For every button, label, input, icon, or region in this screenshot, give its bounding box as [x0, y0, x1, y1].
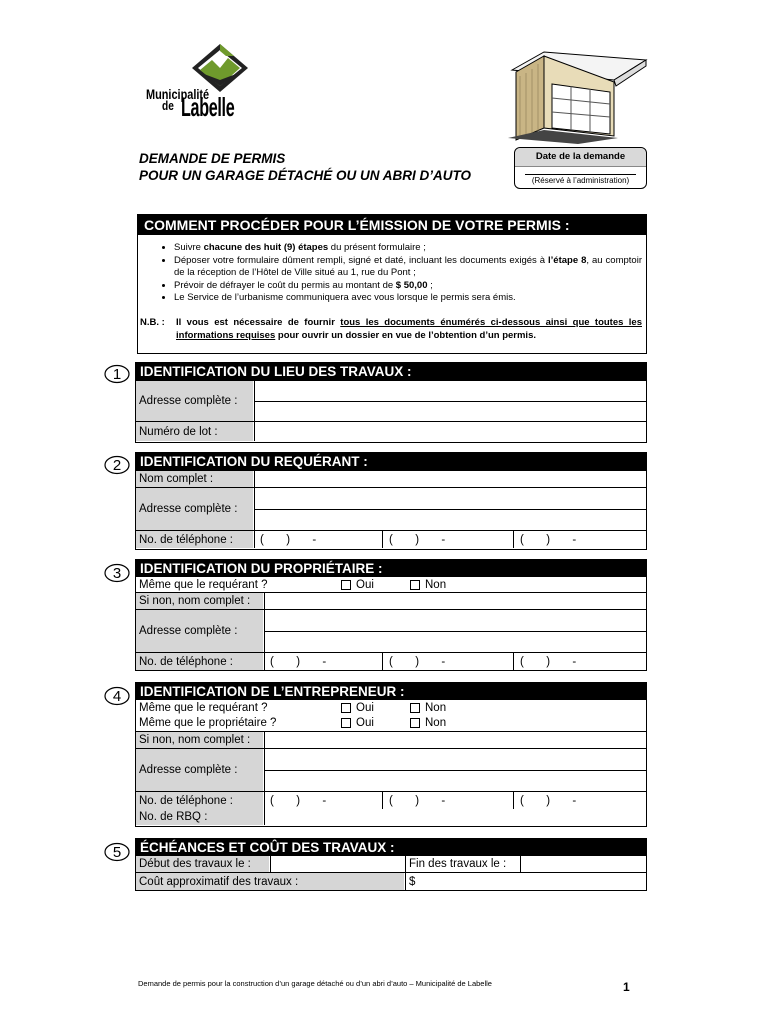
work-address-row [136, 380, 646, 421]
cost-currency: $ [409, 875, 416, 888]
svg-text:3: 3 [112, 565, 122, 582]
contractor-same-owner-no[interactable]: Non [410, 715, 446, 731]
garage-illustration [508, 46, 650, 144]
contractor-address-field-1[interactable] [265, 749, 646, 770]
svg-text:4: 4 [112, 688, 122, 705]
owner-address-field-2[interactable] [265, 632, 646, 652]
owner-phone-field-3[interactable]: ( ) - [520, 655, 577, 668]
checkbox-icon[interactable] [341, 718, 351, 728]
owner-phone-field-1[interactable]: ( ) - [270, 655, 327, 668]
applicant-address-row [136, 487, 646, 530]
rbq-label: No. de RBQ : [136, 809, 263, 825]
contractor-name-field[interactable] [265, 732, 646, 748]
checkbox-icon[interactable] [410, 580, 420, 590]
lot-number-label: Numéro de lot : [136, 422, 253, 441]
section-applicant [135, 452, 647, 550]
contractor-name-row [136, 731, 646, 748]
request-date-line [525, 174, 636, 175]
instructions-list [138, 242, 646, 305]
checkbox-icon[interactable] [410, 703, 420, 713]
cost-field[interactable] [421, 873, 646, 890]
cost-label: Coût approximatif des travaux : [136, 873, 404, 890]
section-1-heading: IDENTIFICATION DU LIEU DES TRAVAUX : [136, 363, 646, 380]
section-owner [135, 559, 647, 671]
nota-bene-label: N.B. : [140, 317, 165, 328]
instructions-box [137, 214, 647, 354]
step-3-badge [103, 563, 130, 583]
owner-phone-label: No. de téléphone : [136, 653, 263, 670]
contractor-same-applicant-no[interactable]: Non [410, 700, 446, 715]
applicant-phone-field-1[interactable]: ( ) - [260, 533, 317, 546]
logo-text-labelle: Labelle [181, 92, 235, 122]
applicant-address-field-2[interactable] [255, 510, 646, 530]
contractor-same-applicant-row [136, 700, 646, 715]
contractor-address-label: Adresse complète : [136, 749, 263, 791]
contractor-same-owner-label: Même que le propriétaire ? [139, 717, 277, 729]
svg-text:1: 1 [112, 366, 122, 383]
owner-same-row [136, 577, 646, 592]
dates-row [136, 856, 646, 872]
svg-text:2: 2 [112, 457, 122, 474]
end-date-field[interactable] [521, 856, 646, 872]
contractor-phone-field-1[interactable]: ( ) - [270, 794, 327, 807]
contractor-same-owner-row [136, 715, 646, 731]
page-number: 1 [623, 980, 630, 994]
applicant-phone-row [136, 530, 646, 548]
owner-address-row [136, 609, 646, 652]
work-address-field-1[interactable] [255, 381, 646, 401]
section-5-heading: ÉCHÉANCES ET COÛT DES TRAVAUX : [136, 839, 646, 856]
form-title-line2: POUR UN GARAGE DÉTACHÉ OU UN ABRI D’AUTO [139, 168, 472, 183]
owner-same-label: Même que le requérant ? [139, 578, 268, 591]
owner-name-row [136, 592, 646, 609]
applicant-phone-label: No. de téléphone : [136, 531, 253, 548]
contractor-same-owner-yes[interactable]: Oui [341, 715, 374, 731]
checkbox-icon[interactable] [341, 703, 351, 713]
section-work-location [135, 362, 647, 443]
instruction-item: • Prévoir de défrayer le coût du permis au montant de $ 50,00 ; [174, 280, 646, 293]
contractor-same-applicant-label: Même que le requérant ? [139, 701, 268, 714]
section-3-heading: IDENTIFICATION DU PROPRIÉTAIRE : [136, 560, 646, 577]
owner-name-field[interactable] [265, 593, 646, 609]
page-footer: Demande de permis pour la construction d’un garage détaché ou d’un abri d’auto – Municipalité de Labelle [138, 979, 492, 988]
lot-number-field[interactable] [255, 422, 646, 441]
logo-mountain-icon [190, 42, 250, 92]
work-address-field-2[interactable] [255, 402, 646, 421]
owner-phone-field-2[interactable]: ( ) - [389, 655, 446, 668]
request-date-label: Date de la demande [515, 148, 646, 167]
end-date-label: Fin des travaux le : [409, 858, 507, 870]
nota-bene-text: Il vous est nécessaire de fournir tous les documents énumérés ci-dessous ainsi que toutes les informations requises pour ouvrir un dossier en vue de l’obtention d’un permis. [176, 317, 642, 341]
applicant-name-label: Nom complet : [136, 471, 253, 487]
owner-phone-row [136, 652, 646, 670]
step-4-badge [103, 686, 130, 706]
checkbox-icon[interactable] [410, 718, 420, 728]
contractor-address-row [136, 748, 646, 791]
step-5-badge [103, 842, 130, 862]
rbq-field[interactable] [265, 809, 646, 825]
rbq-row [136, 809, 646, 825]
work-address-label: Adresse complète : [136, 381, 253, 421]
instruction-item: • Suivre chacune des huit (9) étapes du présent formulaire ; [174, 242, 646, 255]
applicant-phone-field-3[interactable]: ( ) - [520, 533, 577, 546]
owner-same-yes[interactable]: Oui [341, 577, 374, 592]
applicant-name-row [136, 470, 646, 487]
section-2-heading: IDENTIFICATION DU REQUÉRANT : [136, 453, 646, 470]
contractor-phone-row [136, 791, 646, 809]
instruction-item: • Déposer votre formulaire dûment rempli, signé et daté, incluant les documents exigés à l’étape 8, au comptoir de la réception de l’Hôtel de Ville situé au 1, rue du Pont ; [174, 255, 646, 280]
contractor-name-label: Si non, nom complet : [136, 732, 263, 748]
applicant-name-field[interactable] [255, 471, 646, 487]
contractor-address-field-2[interactable] [265, 771, 646, 791]
logo-text-de: de [162, 98, 174, 113]
cost-row [136, 872, 646, 890]
contractor-phone-field-3[interactable]: ( ) - [520, 794, 577, 807]
applicant-address-label: Adresse complète : [136, 488, 253, 530]
contractor-phone-field-2[interactable]: ( ) - [389, 794, 446, 807]
section-schedule-cost [135, 838, 647, 891]
owner-same-no[interactable]: Non [410, 577, 446, 592]
owner-name-label: Si non, nom complet : [136, 593, 263, 609]
section-4-heading: IDENTIFICATION DE L’ENTREPRENEUR : [136, 683, 646, 700]
lot-number-row [136, 421, 646, 441]
instructions-heading: COMMENT PROCÉDER POUR L’ÉMISSION DE VOTRE PERMIS : [138, 215, 646, 235]
owner-address-field-1[interactable] [265, 610, 646, 631]
checkbox-icon[interactable] [341, 580, 351, 590]
svg-text:5: 5 [112, 844, 122, 861]
applicant-phone-field-2[interactable]: ( ) - [389, 533, 446, 546]
municipality-logo [140, 42, 275, 130]
section-contractor [135, 682, 647, 827]
start-date-field[interactable] [271, 856, 404, 872]
step-2-badge [103, 455, 130, 475]
applicant-address-field-1[interactable] [255, 488, 646, 509]
request-date-box [514, 147, 647, 189]
contractor-same-applicant-yes[interactable]: Oui [341, 700, 374, 715]
admin-reserved-note: (Réservé à l’administration) [531, 176, 630, 185]
contractor-phone-label: No. de téléphone : [136, 792, 263, 809]
form-title-line1: DEMANDE DE PERMIS [139, 151, 286, 166]
start-date-label: Début des travaux le : [136, 856, 269, 872]
step-1-badge [103, 364, 130, 384]
instruction-item: • Le Service de l’urbanisme communiquera avec vous lorsque le permis sera émis. [174, 292, 646, 305]
owner-address-label: Adresse complète : [136, 610, 263, 652]
logo-text-municipalite: Municipalité [146, 86, 210, 102]
